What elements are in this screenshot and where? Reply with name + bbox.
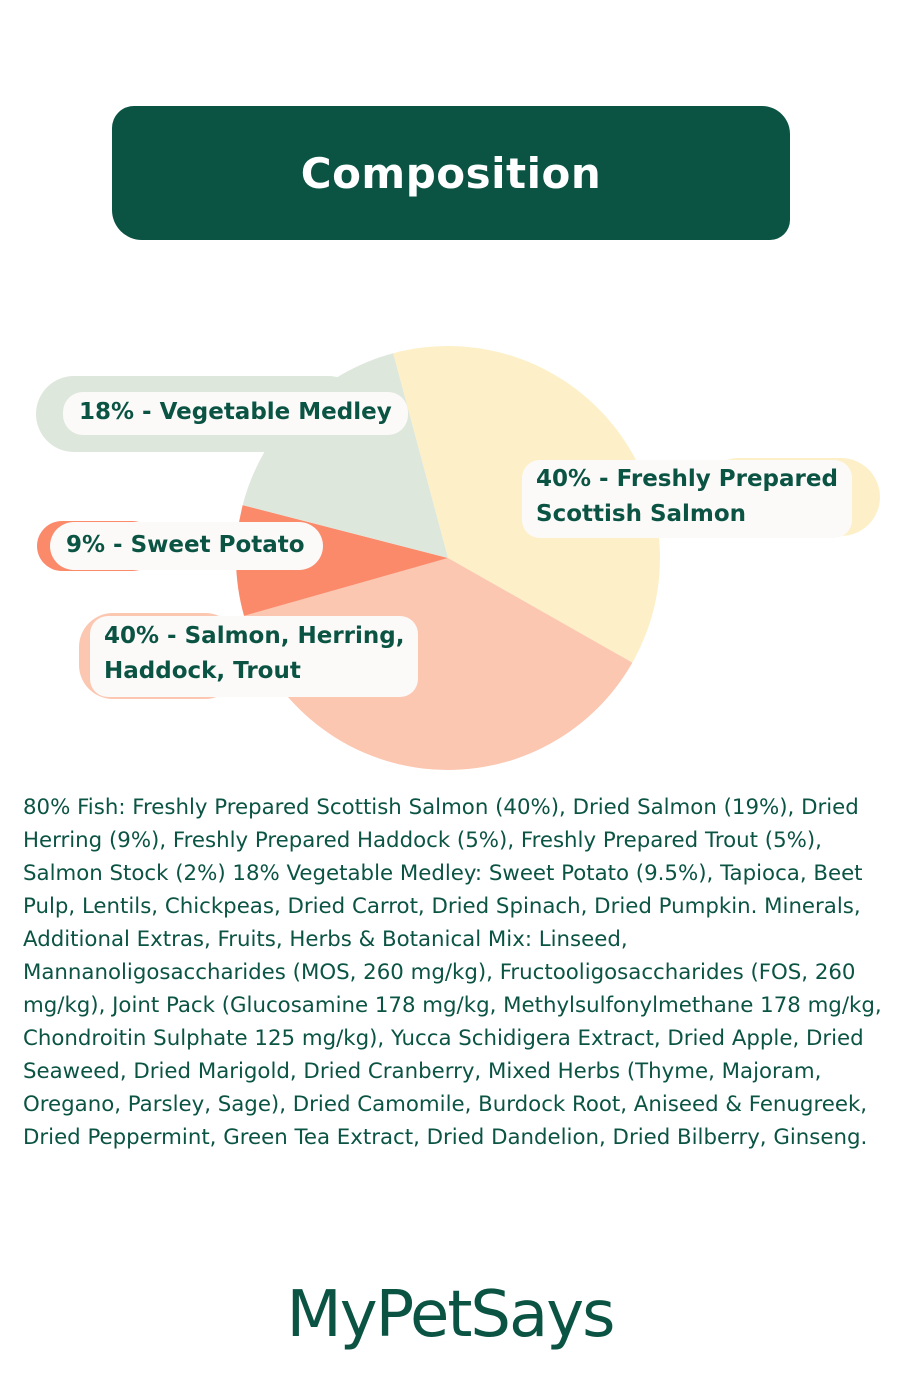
- brand-logo: MyPetSays: [286, 1278, 614, 1352]
- salmon-slice-label: [522, 460, 852, 538]
- page-title: Composition: [300, 148, 602, 198]
- sweet-potato-slice-label: [50, 522, 323, 570]
- veg-slice-label: [63, 392, 408, 435]
- fish-label-line1: 40% - Salmon, Herring,: [104, 623, 405, 649]
- salmon-label-line2: Scottish Salmon: [536, 501, 747, 527]
- veg-label-text: 18% - Vegetable Medley: [79, 399, 392, 425]
- fish-slice-label: [90, 616, 418, 697]
- ingredients-text: 80% Fish: Freshly Prepared Scottish Salmon (40%), Dried Salmon (19%), Dried Herring (9%), Freshly Prepared Haddock (5%), Freshly Prepared Trout (5%), Salmon Stock (2%) 18% Vegetable Medley: Sweet Potato (9.5%), Tapioca, Beet Pulp, Lentils, Chickpeas, Dried Carrot, Dried Spinach, Dried Pumpkin. Minerals, Additional Extras, Fruits, Herbs & Botanical Mix: Linseed, Mannanoligosaccharides (MOS, 260 mg/kg), Fructooligosaccharides (FOS, 260 mg/kg), Joint Pack (Glucosamine 178 mg/kg, Methylsulfonylmethane 178 mg/kg, Chondroitin Sulphate 125 mg/kg), Yucca Schidigera Extract, Dried Apple, Dried Seaweed, Dried Marigold, Dried Cranberry, Mixed Herbs (Thyme, Majoram, Oregano, Parsley, Sage), Dried Camomile, Burdock Root, Aniseed & Fenugreek, Dried Peppermint, Green Tea Extract, Dried Dandelion, Dried Bilberry, Ginseng.: [23, 795, 882, 1150]
- salmon-label-line1: 40% - Freshly Prepared: [536, 466, 838, 492]
- fish-label-line2: Haddock, Trout: [104, 658, 301, 684]
- sweet-potato-label-text: 9% - Sweet Potato: [66, 532, 305, 558]
- title-banner: [112, 106, 790, 240]
